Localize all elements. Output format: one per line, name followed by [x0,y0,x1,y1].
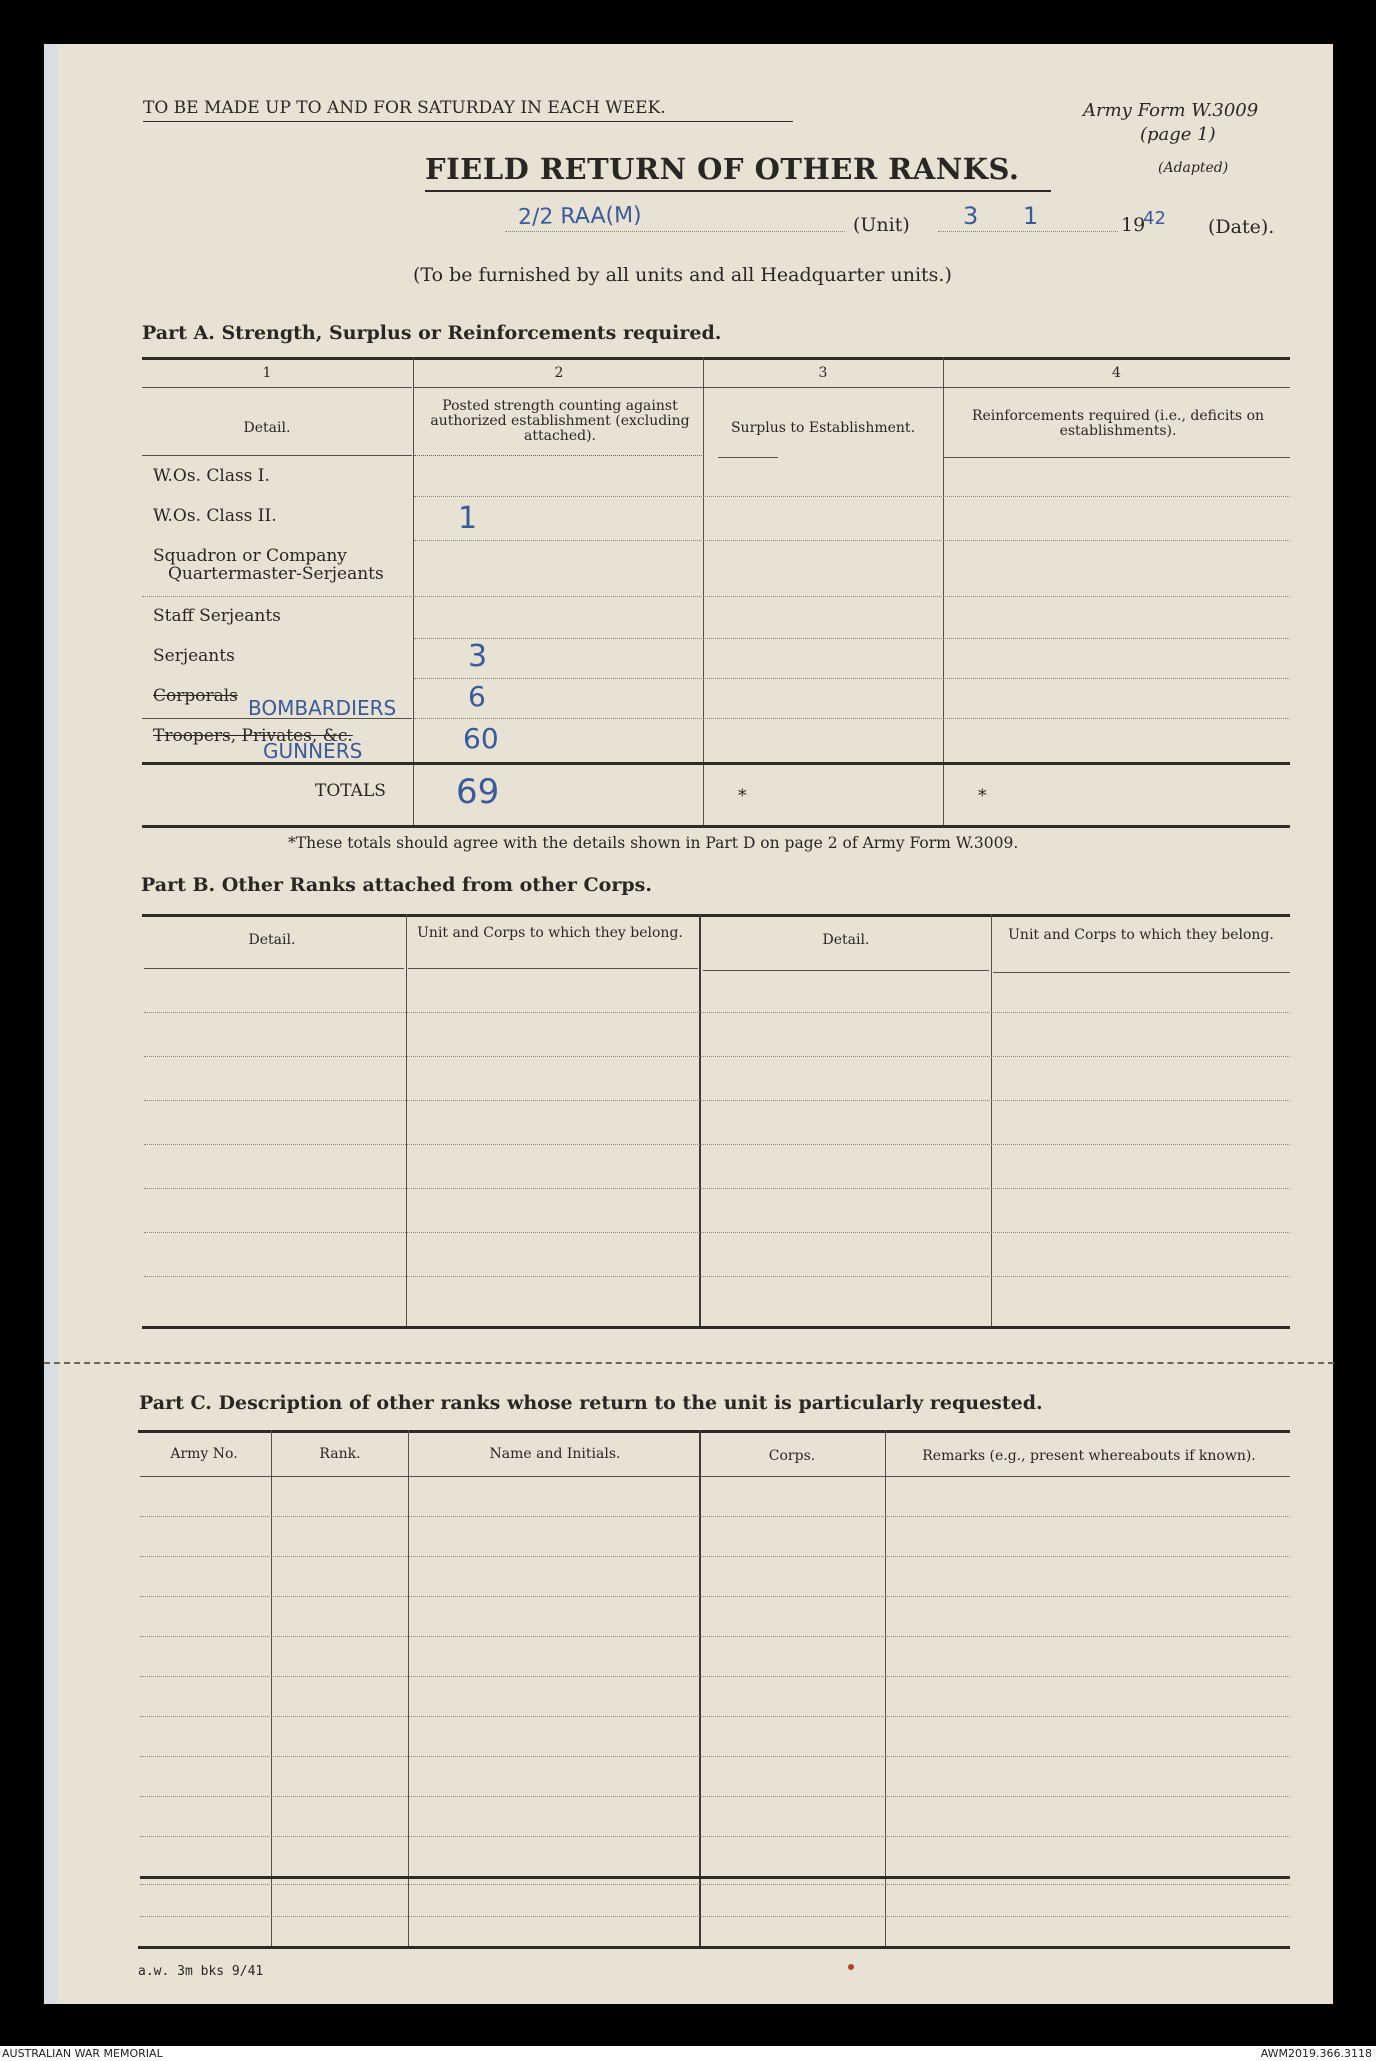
part-c-header-rule [140,1476,1290,1477]
part-b-header-rule-1 [144,968,404,969]
part-c-header-remarks: Remarks (e.g., present whereabouts if known). [922,1448,1256,1464]
part-a-vline-1 [413,357,414,827]
part-b-vline-3 [991,914,992,1326]
posted-troopers: 60 [463,722,499,755]
part-a-title: Part A. Strength, Surplus or Reinforcements required. [142,322,722,344]
archive-footer [0,2046,1376,2061]
year-handwritten: 42 [1143,208,1166,229]
part-a-colnum-3: 3 [818,365,828,381]
part-c-header-corps: Corps. [768,1448,816,1464]
part-c-vline-3 [699,1430,701,1946]
part-a-header-posted: Posted strength counting against authorized establishment (excluding attached). [430,398,690,444]
unit-handwritten: 2/2 RAA(M) [517,202,642,231]
part-c-row-rule-4 [140,1636,1290,1637]
part-c-row-rule-10 [140,1876,1290,1879]
part-c-vline-4 [885,1430,886,1946]
row-label-wo-class-1: W.Os. Class I. [153,466,270,486]
part-b-row-rule-7 [144,1276,1290,1277]
annotation-bombardiers: BOMBARDIERS [248,696,397,720]
instruction-underline [143,121,793,122]
row-rule-6a [142,718,412,719]
part-a-num-rule-1 [142,387,412,388]
unit-dotted-line [505,231,845,232]
totals-asterisk-reinforcements: * [978,786,987,806]
part-c-vline-2 [408,1430,409,1946]
part-c-title: Part C. Description of other ranks whose return to the unit is particularly requested. [139,1392,1043,1414]
footer-accession-number: AWM2019.366.3118 [1260,2047,1372,2060]
part-c-row-rule-2 [140,1556,1290,1557]
part-a-header-surplus: Surplus to Establishment. [730,420,916,436]
furnished-note: (To be furnished by all units and all Headquarter units.) [413,264,952,286]
part-b-header-unit-2: Unit and Corps to which they belong. [1008,927,1274,943]
part-c-row-rule-3 [140,1596,1290,1597]
posted-serjeants: 3 [468,639,488,674]
form-title: FIELD RETURN OF OTHER RANKS. [425,152,1020,186]
adapted-note: (Adapted) [1158,160,1229,176]
part-c-row-rule-6 [140,1716,1290,1717]
row-label-troopers: Troopers, Privates, &c. [153,726,353,746]
part-c-header-rank: Rank. [319,1446,361,1462]
posted-wo-class-2: 1 [458,501,478,536]
part-a-header-rule-2 [414,455,704,456]
annotation-gunners: GUNNERS [263,739,363,763]
footer-institution: AUSTRALIAN WAR MEMORIAL [2,2047,163,2060]
part-a-colnum-4: 4 [1112,365,1121,381]
part-b-header-rule-3 [703,970,989,971]
date-day-handwritten: 3 [963,202,979,230]
tear-line [44,1362,1334,1364]
part-c-row-rule-7 [140,1756,1290,1757]
part-c-header-army-no: Army No. [170,1446,238,1462]
weekly-instruction: TO BE MADE UP TO AND FOR SATURDAY IN EACH WEEK. [143,98,666,118]
page-indicator: (page 1) [1140,124,1216,145]
part-a-num-rule-2 [414,387,1290,388]
totals-top-rule [142,762,1290,765]
part-b-header-rule-2 [408,968,698,969]
part-a-vline-2 [703,357,704,827]
part-a-header-rule-1 [142,455,412,456]
part-b-vline-1 [406,914,407,1326]
row-label-cqms-1: Squadron or Company [153,546,347,566]
row-label-serjeants: Serjeants [153,646,235,666]
posted-corporals: 6 [468,680,486,713]
date-dotted-line [938,231,1118,232]
unit-label: (Unit) [853,214,910,236]
part-c-header-name: Name and Initials. [489,1446,621,1462]
part-c-row-rule-8 [140,1796,1290,1797]
row-label-cqms-2: Quartermaster-Serjeants [168,564,384,584]
year-prefix: 19 [1121,214,1146,236]
part-b-header-detail-1: Detail. [248,932,296,948]
part-c-top-rule [138,1430,1290,1433]
row-label-staff-serjeants: Staff Serjeants [153,606,281,626]
part-c-vline-1 [271,1430,272,1946]
part-a-header-detail: Detail. [243,420,291,436]
part-c-row-rule-1 [140,1516,1290,1517]
row-label-corporals: Corporals [153,686,238,706]
totals-label: TOTALS [315,781,386,801]
totals-asterisk-surplus: * [738,786,747,806]
row-label-wo-class-2: W.Os. Class II. [153,506,277,526]
part-b-header-rule-4 [993,972,1290,973]
part-a-top-rule [142,357,1290,360]
part-a-vline-3 [943,357,944,827]
part-b-title: Part B. Other Ranks attached from other Corps. [141,874,652,896]
date-month-handwritten: 1 [1023,202,1039,230]
part-a-footnote: *These totals should agree with the details shown in Part D on page 2 of Army Form W.3009. [288,834,1019,852]
part-b-vline-2 [699,914,701,1326]
row-rule-3 [142,596,1290,597]
part-b-row-rule-5 [144,1188,1290,1189]
part-a-colnum-1: 1 [262,365,272,381]
part-c-row-rule-11 [140,1884,1290,1885]
part-b-header-detail-2: Detail. [822,932,870,948]
part-c-row-rule-12 [140,1916,1290,1917]
form-sheet [58,44,1333,2004]
part-c-row-rule-5 [140,1676,1290,1677]
row-rule-1 [414,496,1290,497]
part-a-header-rule-4 [944,457,1290,458]
row-rule-4 [414,638,1290,639]
print-code: a.w. 3m bks 9/41 [138,1964,264,1979]
form-number: Army Form W.3009 [1083,100,1259,121]
part-b-row-rule-4 [144,1144,1290,1145]
part-b-row-rule-6 [144,1232,1290,1233]
row-rule-6b [414,718,1290,719]
part-b-row-rule-1 [144,1012,1290,1013]
row-rule-2 [414,540,1290,541]
ink-spot [848,1964,854,1970]
part-c-row-rule-9 [140,1836,1290,1837]
part-a-header-rule-3 [718,457,778,458]
title-underline [425,190,1051,192]
totals-posted: 69 [456,772,500,812]
part-b-top-rule [142,914,1290,917]
part-a-bottom-rule [142,825,1290,828]
row-rule-5 [414,678,1290,679]
part-a-colnum-2: 2 [554,365,564,381]
part-b-bottom-rule [142,1326,1290,1329]
part-b-row-rule-3 [144,1100,1290,1101]
part-b-row-rule-2 [144,1056,1290,1057]
part-b-header-unit-1: Unit and Corps to which they belong. [417,925,683,941]
part-c-bottom-rule [138,1946,1290,1949]
date-label: (Date). [1208,216,1275,238]
part-a-header-reinforcements: Reinforcements required (i.e., deficits on establishments). [971,408,1265,439]
